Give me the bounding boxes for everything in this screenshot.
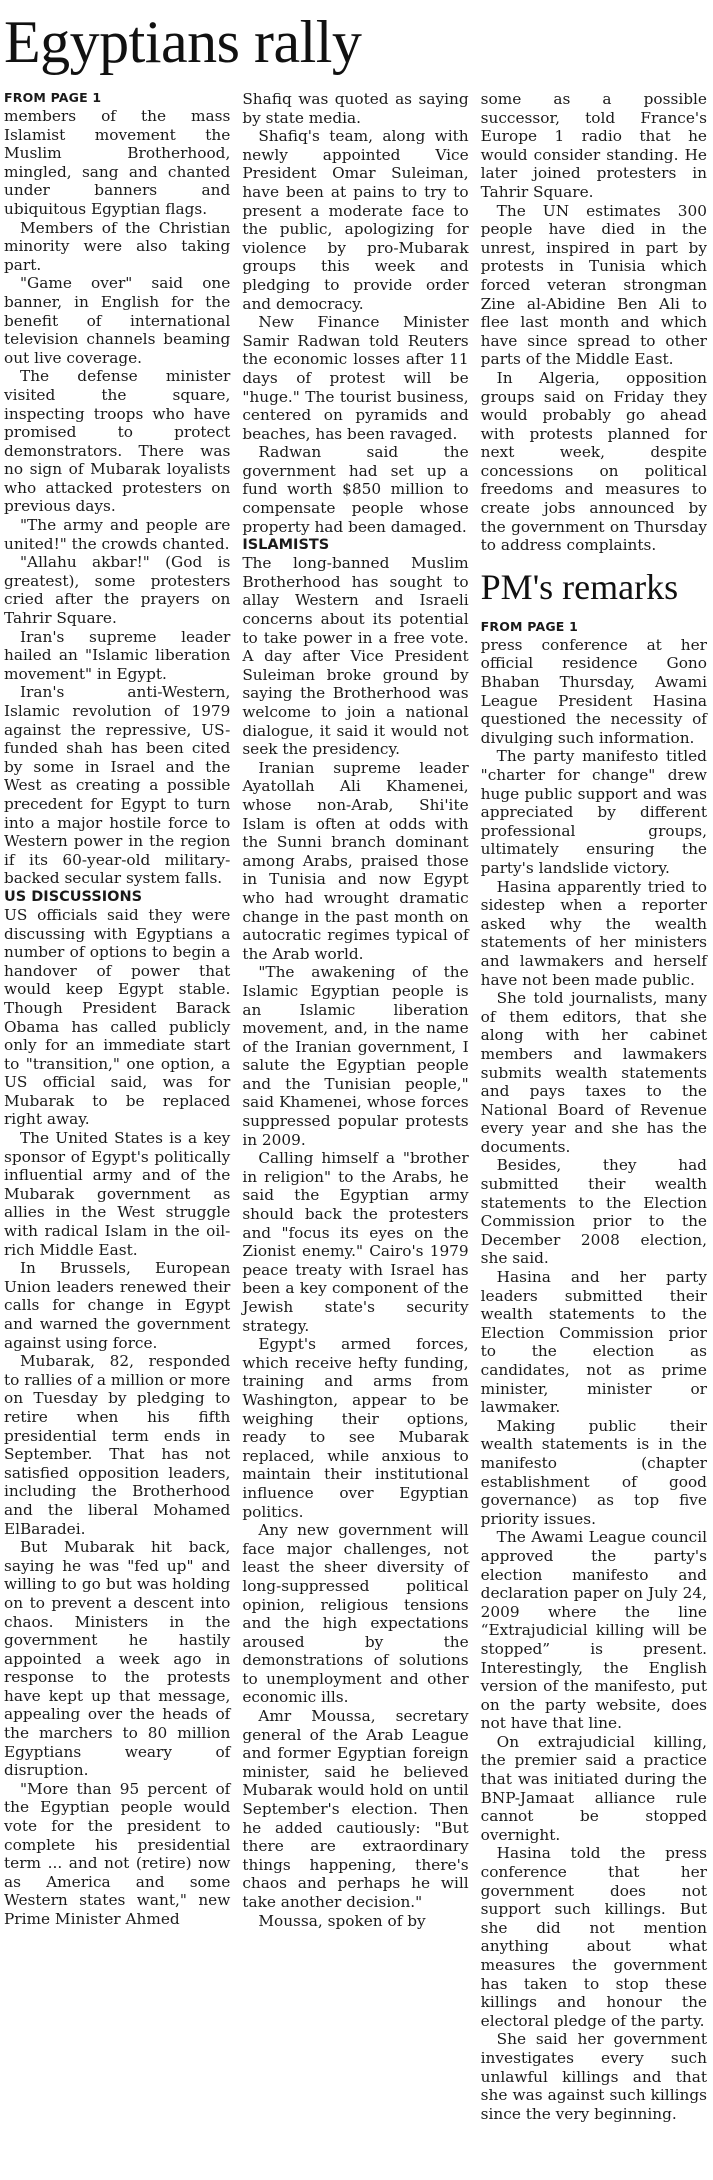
subhead-us-discussions: US DISCUSSIONS [4,888,143,905]
column-2 [242,90,468,1930]
paragraph: New Finance Minister Samir Radwan told Reuters the economic losses after 11 days of protest will be "huge." The tourist business, centered on pyramids and beaches, has been ravaged. [242,313,469,443]
paragraph: press conference at her official residence Gono Bhaban Thursday, Awami League President Hasina questioned the necessity of divulging such information. [480,635,707,747]
paragraph: Hasina told the press conference that her government does not support such killings. But she did not mention anything about what measures the government has taken to stop these killings and honour the electoral pledge of the party. [480,1844,707,2030]
column-1 [4,90,230,1929]
paragraph: "Allahu akbar!" (God is greatest), some protesters cried after the prayers on Tahrir Square. [4,553,231,628]
paragraph: Shafiq's team, along with newly appointed Vice President Omar Suleiman, have been at pains to try to present a moderate face to the public, apologizing for violence by pro-Mubarak groups this week and pledging to provide order and democracy. [242,127,469,313]
paragraph: "Game over" said one banner, in English for the benefit of international television channels beaming out live coverage. [4,274,231,367]
paragraph: In Algeria, opposition groups said on Friday they would probably go ahead with protests planned for next week, despite concessions on political freedoms and measures to create jobs announced by the government on Thursday to address complaints. [480,368,707,555]
headline-egyptians-rally: Egyptians rally [4,9,362,75]
paragraph: Any new government will face major challenges, not least the sheer diversity of long-suppressed political opinion, religious tensions and the high expectations aroused by the demonstrations of solutions to unemployment and other economic ills. [242,1521,469,1707]
column-3 [481,90,707,2123]
paragraph: Moussa, spoken of by [258,1911,426,1930]
newspaper-page [0,8,713,2180]
column-1-paragraphs [4,107,230,888]
paragraph: Hasina and her party leaders submitted their wealth statements to the Election Commission prior to the election as candidates, not as prime minister, minister or lawmaker. [480,1268,707,1417]
paragraph: US officials said they were discussing with Egyptians a number of options to begin a handover of power that would keep Egypt stable. Though President Barack Obama has called publicly only for an immediate start to "transition," one option, a US official said, was for Mubarak to be replaced right away. [4,905,231,1129]
from-page-label: FROM PAGE 1 [4,90,102,105]
paragraph: Amr Moussa, secretary general of the Arab League and former Egyptian foreign minister, said he believed Mubarak would hold on until September's election. Then he added cautiously: "But there are extraordinary things happening, there's chaos and perhaps he will take another decision." [242,1707,469,1911]
paragraph: Iran's anti-Western, Islamic revolution of 1979 against the repressive, US-funded shah has been cited by some in Israel and the West as creating a possible precedent for Egypt to turn into a major hostile force to Western power in the region if its 60-year-old military-backed secular system falls. [4,683,231,888]
paragraph: Radwan said the government had set up a fund worth $850 million to compensate people whose property had been damaged. [242,443,469,536]
paragraph: In Brussels, European Union leaders renewed their calls for change in Egypt and warned the government against using force. [4,1259,231,1352]
paragraph: The defense minister visited the square, inspecting troops who have promised to protect demonstrators. There was no sign of Mubarak loyalists who attacked protesters on previous days. [4,367,231,516]
column-1b-paragraphs [4,906,230,1929]
paragraph: some as a possible successor, told France's Europe 1 radio that he would consider standing. He later joined protesters in Tahrir Square. [480,90,707,201]
paragraph: "The army and people are united!" the crowds chanted. [4,516,231,553]
paragraph: "More than 95 percent of the Egyptian people would vote for the president to complete his presidential term ... and not (retire) now as America and some Western states want," new Prime Minister Ahmed [4,1779,231,1928]
paragraph: Mubarak, 82, responded to rallies of a million or more on Tuesday by pledging to retire when his fifth presidential term ends in September. That has not satisfied opposition leaders, including the Brotherhood and the liberal Mohamed ElBaradei. [4,1352,231,1538]
paragraph: The United States is a key sponsor of Egypt's politically influential army and of the Mubarak government as allies in the West struggle with radical Islam in the oil-rich Middle East. [4,1129,231,1259]
paragraph: The long-banned Muslim Brotherhood has sought to allay Western and Israeli concerns about its potential to take power in a free vote. A day after Vice President Suleiman broke ground by saying the Brotherhood was welcome to join a national dialogue, it said it would not seek the presidency. [242,554,469,759]
paragraph: Iranian supreme leader Ayatollah Ali Khamenei, whose non-Arab, Shi'ite Islam is often at odds with the Sunni branch dominant among Arabs, praised those in Tunisia and now Egypt who had wrought dramatic change in the past month on autocratic regimes typical of the Arab world. [242,758,469,963]
paragraph: Calling himself a "brother in religion" to the Arabs, he said the Egyptian army should back the protesters and "focus its eyes on the Zionist enemy." Cairo's 1979 peace treaty with Israel has been a key component of the Jewish state's security strategy. [242,1149,469,1335]
paragraph: Hasina apparently tried to sidestep when a reporter asked why the wealth statements of her ministers and lawmakers and herself have not been made public. [480,877,707,989]
paragraph: The UN estimates 300 people have died in the unrest, inspired in part by protests in Tunisia which forced veteran strongman Zine al-Abidine Ben Ali to flee last month and which have since spread to other parts of the Middle East. [480,201,707,369]
column-3b-paragraphs [481,636,707,2124]
paragraph: Shafiq was quoted as saying by state media. [242,90,469,127]
article-columns [4,90,707,2123]
paragraph: The party manifesto titled "charter for change" drew huge public support and was appreciated by different professional groups, ultimately ensuring the party's landslide victory. [480,747,707,877]
paragraph: "The awakening of the Islamic Egyptian people is an Islamic liberation movement, and, in the name of the Iranian government, I salute the Egyptian people and the Tunisian people," said Khamenei, whose forces suppressed popular protests in 2009. [242,963,469,1149]
paragraph: But Mubarak hit back, saying he was "fed up" and willing to go but was holding on to prevent a descent into chaos. Ministers in the government he hastily appointed a week ago in response to the protests have kept up that message, appealing over the heads of the marchers to 80 million Egyptians weary of disruption. [4,1538,231,1780]
paragraph: Iran's supreme leader hailed an "Islamic liberation movement" in Egypt. [4,627,231,683]
paragraph: Making public their wealth statements is in the manifesto (chapter establishment of good governance) as top five priority issues. [480,1416,707,1528]
column-2-paragraphs [242,90,468,536]
headline-pms-remarks: PM's remarks [480,566,679,607]
paragraph: Besides, they had submitted their wealth statements to the Election Commission prior to the December 2008 election, she said. [480,1156,707,1268]
paragraph: Members of the Christian minority were also taking part. [4,218,231,274]
subhead-islamists: ISLAMISTS [242,537,330,554]
paragraph: She told journalists, many of them editors, that she along with her cabinet members and lawmakers submits wealth statements and pays taxes to the National Board of Revenue every year and she has the documents. [480,989,707,1156]
from-page-label-2: FROM PAGE 1 [480,618,578,634]
column-3-paragraphs [481,90,707,555]
paragraph: members of the mass Islamist movement the Muslim Brotherhood, mingled, sang and chanted under banners and ubiquitous Egyptian flags. [4,107,231,218]
paragraph: She said her government investigates every such unlawful killings and that she was against such killings since the very beginning. [480,2030,707,2123]
column-2b-paragraphs [242,554,468,1930]
paragraph: Egypt's armed forces, which receive hefty funding, training and arms from Washington, appear to be weighing their options, ready to see Mubarak replaced, while anxious to maintain their institutional influence over Egyptian politics. [242,1335,469,1521]
paragraph: The Awami League council approved the party's election manifesto and declaration paper on July 24, 2009 where the line “Extrajudicial killing will be stopped” is present. Interestingly, the English version of the manifesto, put on the party website, does not have that line. [480,1528,707,1733]
paragraph: On extrajudicial killing, the premier said a practice that was initiated during the BNP-Jamaat alliance rule cannot be stopped overnight. [480,1732,707,1844]
